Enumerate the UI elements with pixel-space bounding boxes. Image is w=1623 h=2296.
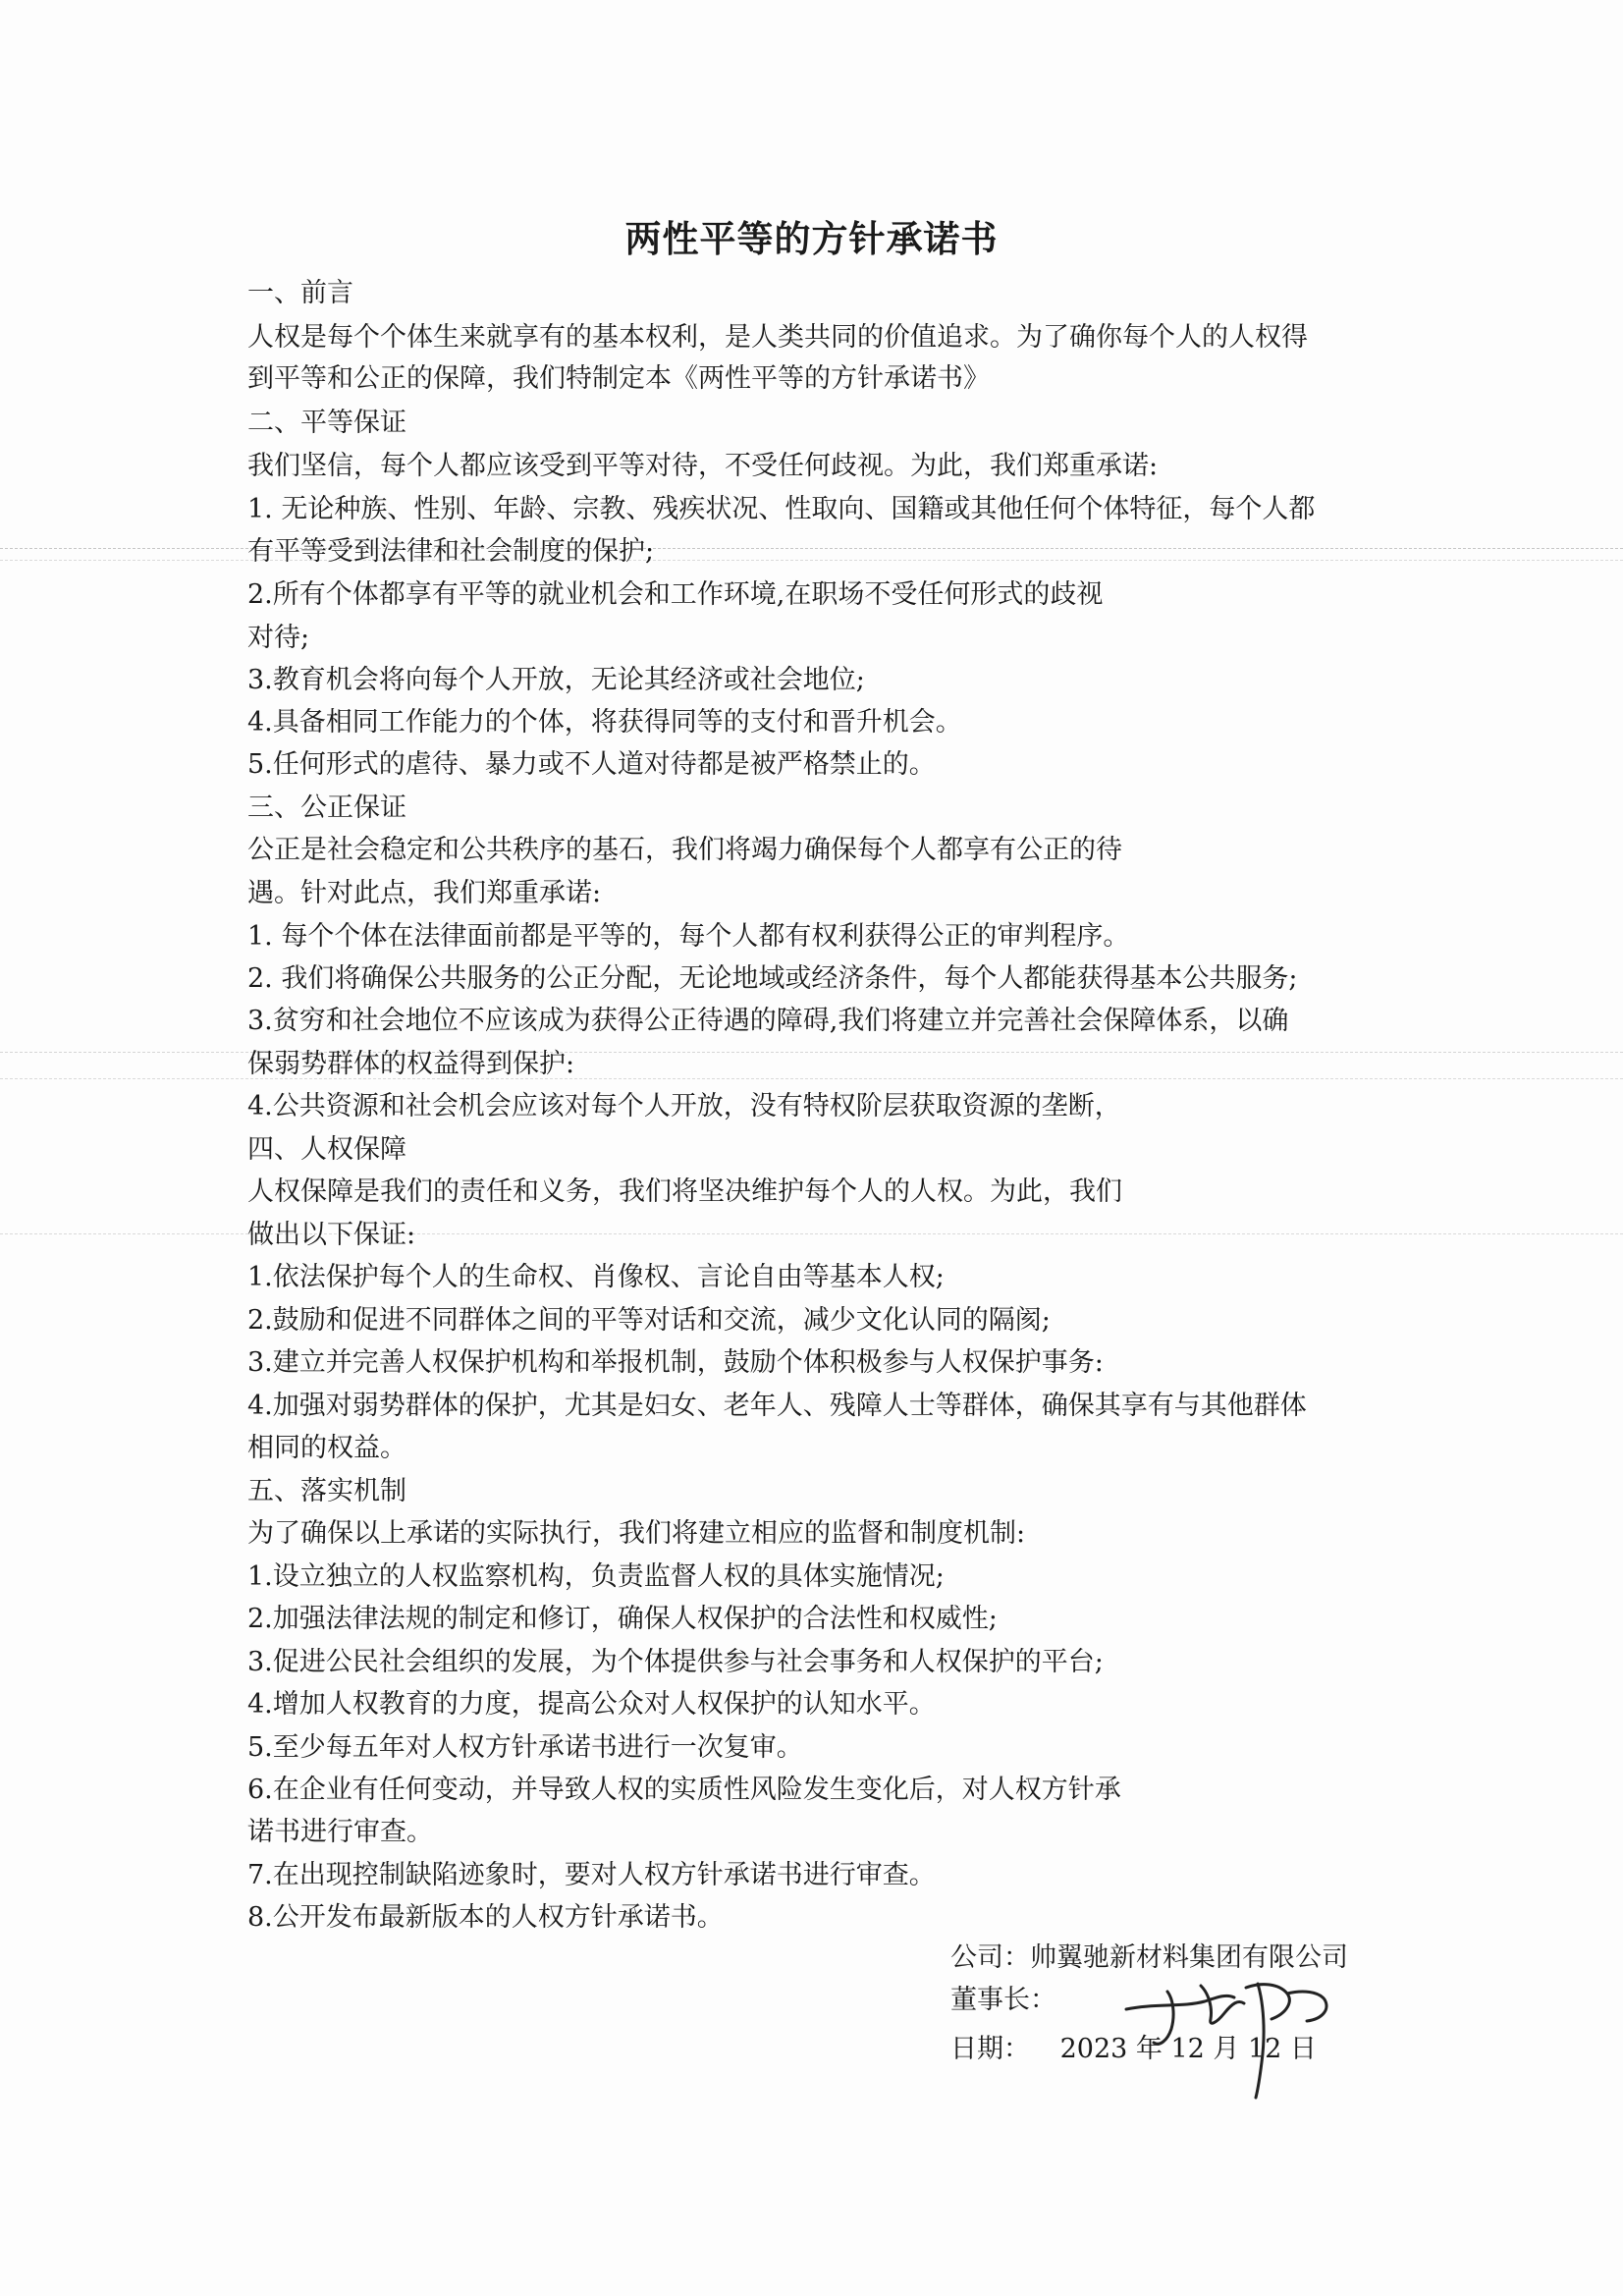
scan-artifact-line <box>0 1078 1623 1079</box>
scan-artifact-line <box>0 1233 1623 1234</box>
list-item: 3.贫穷和社会地位不应该成为获得公正待遇的障碍,我们将建立并完善社会保障体系，以确 <box>247 1006 1289 1036</box>
list-item: 3.促进公民社会组织的发展，为个体提供参与社会事务和人权保护的平台; <box>247 1647 1104 1677</box>
body-line: 到平等和公正的保障，我们特制定本《两性平等的方针承诺书》 <box>247 363 990 394</box>
list-item-continuation: 保弱势群体的权益得到保护: <box>247 1049 575 1079</box>
body-line: 人权是每个个体生来就享有的基本权利，是人类共同的价值追求。为了确你每个人的人权得 <box>247 322 1308 353</box>
list-item: 4.具备相同工作能力的个体，将获得同等的支付和晋升机会。 <box>247 707 962 738</box>
list-item: 2.加强法律法规的制定和修订，确保人权保护的合法性和权威性; <box>247 1604 998 1634</box>
list-item: 1.依法保护每个人的生命权、肖像权、言论自由等基本人权; <box>247 1262 945 1292</box>
list-item: 5.任何形式的虐待、暴力或不人道对待都是被严格禁止的。 <box>247 749 936 780</box>
list-item: 7.在出现控制缺陷迹象时，要对人权方针承诺书进行审查。 <box>247 1860 936 1890</box>
list-item: 8.公开发布最新版本的人权方针承诺书。 <box>247 1902 724 1933</box>
body-line: 为了确保以上承诺的实际执行，我们将建立相应的监督和制度机制: <box>247 1518 1026 1549</box>
list-item-continuation: 相同的权益。 <box>247 1433 406 1463</box>
list-item: 1. 无论种族、性别、年龄、宗教、残疾状况、性取向、国籍或其他任何个体特征，每个人都 <box>247 494 1316 524</box>
handwritten-signature <box>1114 1964 1340 2102</box>
scan-artifact-line <box>0 1052 1623 1053</box>
section-heading-human-rights: 四、人权保障 <box>247 1134 406 1165</box>
body-line: 人权保障是我们的责任和义务，我们将坚决维护每个人的人权。为此，我们 <box>247 1176 1122 1207</box>
section-heading-justice: 三、公正保证 <box>247 793 406 823</box>
list-item: 6.在企业有任何变动，并导致人权的实质性风险发生变化后，对人权方针承 <box>247 1775 1121 1805</box>
section-heading-equality: 二、平等保证 <box>247 408 406 438</box>
scan-artifact-line <box>0 560 1623 561</box>
list-item: 2. 我们将确保公共服务的公正分配，无论地域或经济条件，每个人都能获得基本公共服务; <box>247 963 1298 994</box>
date-value: 2023 年 12 月 12 日 <box>1059 2034 1317 2064</box>
list-item: 3.教育机会将向每个人开放，无论其经济或社会地位; <box>247 665 865 695</box>
body-line: 做出以下保证: <box>247 1220 416 1250</box>
scan-artifact-line <box>0 548 1623 549</box>
list-item-continuation: 有平等受到法律和社会制度的保护; <box>247 536 655 567</box>
date-label: 日期： <box>950 2034 1030 2064</box>
list-item-continuation: 诺书进行审查。 <box>247 1817 433 1847</box>
section-heading-preface: 一、前言 <box>247 278 353 308</box>
list-item: 1.设立独立的人权监察机构，负责监督人权的具体实施情况; <box>247 1561 945 1592</box>
body-line: 我们坚信，每个人都应该受到平等对待，不受任何歧视。为此，我们郑重承诺: <box>247 451 1159 481</box>
list-item: 3.建立并完善人权保护机构和举报机制，鼓励个体积极参与人权保护事务: <box>247 1347 1104 1378</box>
company-line: 公司：帅翼驰新材料集团有限公司 <box>950 1942 1348 1973</box>
list-item-continuation: 对待; <box>247 623 310 653</box>
list-item: 1. 每个个体在法律面前都是平等的，每个人都有权利获得公正的审判程序。 <box>247 921 1130 952</box>
body-line: 公正是社会稳定和公共秩序的基石，我们将竭力确保每个人都享有公正的待 <box>247 835 1122 865</box>
list-item: 2.鼓励和促进不同群体之间的平等对话和交流，减少文化认同的隔阂; <box>247 1305 1051 1336</box>
section-heading-implementation: 五、落实机制 <box>247 1476 406 1506</box>
list-item: 5.至少每五年对人权方针承诺书进行一次复审。 <box>247 1732 803 1763</box>
list-item: 4.增加人权教育的力度，提高公众对人权保护的认知水平。 <box>247 1689 936 1720</box>
list-item: 4.公共资源和社会机会应该对每个人开放，没有特权阶层获取资源的垄断， <box>247 1091 1121 1121</box>
document-title: 两性平等的方针承诺书 <box>624 217 999 260</box>
list-item: 2.所有个体都享有平等的就业机会和工作环境,在职场不受任何形式的歧视 <box>247 579 1104 610</box>
list-item: 4.加强对弱势群体的保护，尤其是妇女、老年人、残障人士等群体，确保其享有与其他群体 <box>247 1391 1307 1421</box>
body-line: 遇。针对此点，我们郑重承诺: <box>247 878 602 908</box>
chairman-label: 董事长： <box>950 1985 1056 2015</box>
